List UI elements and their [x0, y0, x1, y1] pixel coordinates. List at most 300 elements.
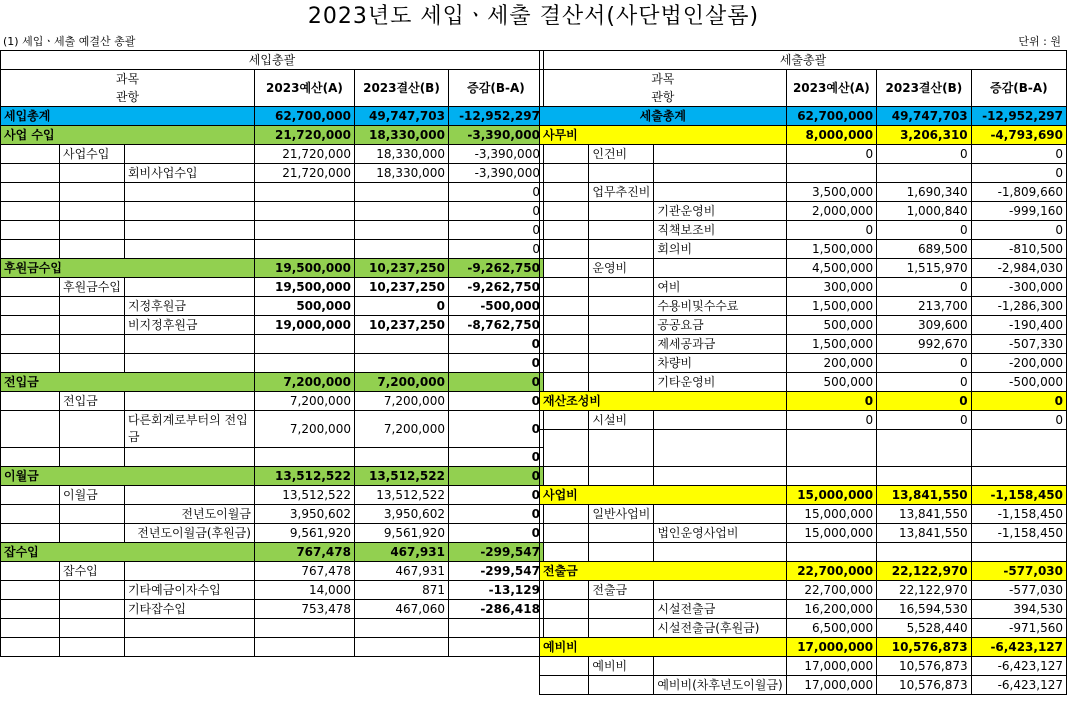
expense-level2-cell	[589, 221, 654, 240]
expense-budget-cell: 6,500,000	[786, 619, 876, 638]
income-diff-cell: -12,952,297	[448, 107, 543, 126]
expense-actual-cell: 309,600	[877, 316, 972, 335]
income-level2-cell	[60, 221, 125, 240]
expense-actual-cell: 1,515,970	[877, 259, 972, 278]
expense-row	[540, 543, 1067, 562]
expense-budget-cell: 1,500,000	[786, 240, 876, 259]
expense-row	[540, 657, 1067, 676]
expense-level3-cell: 수용비및수수료	[654, 297, 786, 316]
expense-budget-cell: 17,000,000	[786, 638, 876, 657]
income-diff-cell: -3,390,000	[448, 145, 543, 164]
income-level1-cell	[1, 335, 60, 354]
expense-diff-cell	[971, 543, 1066, 562]
income-diff-cell: -3,390,000	[448, 126, 543, 145]
expense-budget-cell	[786, 467, 876, 486]
income-budget-cell: 19,500,000	[254, 278, 354, 297]
expense-level3-cell: 차량비	[654, 354, 786, 373]
income-level2-cell	[60, 619, 125, 638]
income-diff-cell: 0	[448, 202, 543, 221]
expense-level1-cell	[540, 411, 589, 430]
expense-budget-cell: 2,000,000	[786, 202, 876, 221]
income-diff-cell: 0	[448, 448, 543, 467]
income-row	[1, 524, 544, 543]
expense-actual-cell	[877, 164, 972, 183]
expense-actual-cell: 10,576,873	[877, 638, 972, 657]
expense-level2-cell	[589, 373, 654, 392]
income-level2-cell	[60, 354, 125, 373]
income-row	[1, 619, 544, 638]
expense-actual-cell: 213,700	[877, 297, 972, 316]
income-level1-cell	[1, 354, 60, 373]
income-level2-cell	[60, 202, 125, 221]
expense-row	[540, 126, 1067, 145]
expense-diff-cell: 0	[971, 145, 1066, 164]
expense-level2-cell: 업무추진비	[589, 183, 654, 202]
income-level1-cell	[1, 202, 60, 221]
income-header-budget: 2023예산(A)	[254, 70, 354, 107]
income-row	[1, 183, 544, 202]
income-level2-cell	[60, 600, 125, 619]
income-level1-cell	[1, 448, 60, 467]
income-budget-cell: 753,478	[254, 600, 354, 619]
income-level3-cell	[124, 183, 254, 202]
expense-budget-cell: 17,000,000	[786, 657, 876, 676]
income-actual-cell: 7,200,000	[354, 392, 448, 411]
income-budget-cell: 767,478	[254, 562, 354, 581]
expense-level1-cell	[540, 676, 589, 695]
expense-level1-cell	[540, 335, 589, 354]
income-actual-cell	[354, 619, 448, 638]
expense-row	[540, 392, 1067, 411]
expense-budget-cell: 16,200,000	[786, 600, 876, 619]
income-account-label: 후원금수입	[1, 259, 255, 278]
expense-diff-cell: 394,530	[971, 600, 1066, 619]
income-level1-cell	[1, 524, 60, 543]
income-budget-cell	[254, 335, 354, 354]
income-level1-cell	[1, 638, 60, 657]
income-actual-cell: 10,237,250	[354, 278, 448, 297]
expense-level2-cell	[589, 676, 654, 695]
expense-actual-cell	[877, 467, 972, 486]
expense-level1-cell	[540, 164, 589, 183]
income-row	[1, 221, 544, 240]
expense-header-actual: 2023결산(B)	[877, 70, 972, 107]
expense-diff-cell: -577,030	[971, 562, 1066, 581]
income-actual-cell: 18,330,000	[354, 145, 448, 164]
expense-row	[540, 524, 1067, 543]
expense-level2-cell: 전출금	[589, 581, 654, 600]
expense-level3-cell	[654, 581, 786, 600]
expense-account-label: 사업비	[540, 486, 787, 505]
expense-level2-cell	[589, 316, 654, 335]
expense-diff-cell: -6,423,127	[971, 657, 1066, 676]
expense-row	[540, 373, 1067, 392]
income-diff-cell: -9,262,750	[448, 278, 543, 297]
income-budget-cell	[254, 240, 354, 259]
expense-level3-cell	[654, 145, 786, 164]
expense-budget-cell: 22,700,000	[786, 562, 876, 581]
expense-budget-cell: 62,700,000	[786, 107, 876, 126]
expense-level2-cell: 시설비	[589, 411, 654, 430]
expense-level2-cell	[589, 297, 654, 316]
income-table	[0, 50, 544, 657]
income-level2-cell: 이월금	[60, 486, 125, 505]
expense-budget-cell: 0	[786, 392, 876, 411]
income-level1-cell	[1, 505, 60, 524]
income-diff-cell	[448, 638, 543, 657]
expense-level3-cell: 기관운영비	[654, 202, 786, 221]
expense-actual-cell: 0	[877, 278, 972, 297]
expense-diff-cell: -500,000	[971, 373, 1066, 392]
expense-level3-cell: 여비	[654, 278, 786, 297]
expense-budget-cell: 15,000,000	[786, 524, 876, 543]
expense-account-label: 예비비	[540, 638, 787, 657]
income-level1-cell	[1, 221, 60, 240]
expense-account-label: 사무비	[540, 126, 787, 145]
income-row	[1, 392, 544, 411]
income-header-diff: 증감(B-A)	[448, 70, 543, 107]
income-diff-cell: 0	[448, 240, 543, 259]
expense-level3-cell: 예비비(차후년도이월금)	[654, 676, 786, 695]
income-level3-cell: 기타잡수입	[124, 600, 254, 619]
income-diff-cell: -500,000	[448, 297, 543, 316]
income-row	[1, 145, 544, 164]
expense-level3-cell: 시설전출금	[654, 600, 786, 619]
income-budget-cell: 19,000,000	[254, 316, 354, 335]
expense-row	[540, 581, 1067, 600]
expense-actual-cell: 22,122,970	[877, 581, 972, 600]
income-level3-cell: 지정후원금	[124, 297, 254, 316]
expense-header-subject: 과목	[540, 70, 787, 89]
income-section-title: 세입총괄	[1, 51, 544, 70]
income-level3-cell	[124, 145, 254, 164]
expense-budget-cell: 500,000	[786, 316, 876, 335]
income-level3-cell	[124, 202, 254, 221]
expense-diff-cell: -2,984,030	[971, 259, 1066, 278]
expense-diff-cell: -971,560	[971, 619, 1066, 638]
income-budget-cell	[254, 619, 354, 638]
expense-level1-cell	[540, 202, 589, 221]
expense-level3-cell: 직책보조비	[654, 221, 786, 240]
expense-actual-cell: 13,841,550	[877, 505, 972, 524]
expense-diff-cell: -1,158,450	[971, 524, 1066, 543]
expense-level1-cell	[540, 524, 589, 543]
income-level2-cell: 사업수입	[60, 145, 125, 164]
expense-diff-cell: 0	[971, 164, 1066, 183]
income-level2-cell	[60, 164, 125, 183]
expense-actual-cell: 13,841,550	[877, 524, 972, 543]
income-diff-cell: -3,390,000	[448, 164, 543, 183]
income-actual-cell: 467,931	[354, 562, 448, 581]
expense-budget-cell: 200,000	[786, 354, 876, 373]
expense-budget-cell: 0	[786, 411, 876, 430]
income-actual-cell: 7,200,000	[354, 411, 448, 448]
income-actual-cell	[354, 183, 448, 202]
income-actual-cell	[354, 448, 448, 467]
income-level3-cell	[124, 354, 254, 373]
income-level3-cell: 기타예금이자수입	[124, 581, 254, 600]
expense-level1-cell	[540, 297, 589, 316]
income-actual-cell: 13,512,522	[354, 467, 448, 486]
expense-diff-cell: -200,000	[971, 354, 1066, 373]
expense-budget-cell: 4,500,000	[786, 259, 876, 278]
income-budget-cell	[254, 183, 354, 202]
expense-level1-cell	[540, 505, 589, 524]
income-level2-cell	[60, 448, 125, 467]
income-diff-cell: 0	[448, 373, 543, 392]
expense-level3-cell	[654, 543, 786, 562]
income-row	[1, 335, 544, 354]
expense-level2-cell: 예비비	[589, 657, 654, 676]
income-diff-cell: 0	[448, 411, 543, 448]
income-actual-cell	[354, 202, 448, 221]
expense-level1-cell	[540, 259, 589, 278]
expense-level3-cell	[654, 505, 786, 524]
expense-header-budget: 2023예산(A)	[786, 70, 876, 107]
income-row	[1, 164, 544, 183]
expense-budget-cell: 500,000	[786, 373, 876, 392]
expense-diff-cell: -1,158,450	[971, 486, 1066, 505]
income-diff-cell: 0	[448, 354, 543, 373]
expense-budget-cell: 1,500,000	[786, 335, 876, 354]
income-level3-cell	[124, 392, 254, 411]
income-diff-cell: -299,547	[448, 562, 543, 581]
income-level1-cell	[1, 278, 60, 297]
expense-actual-cell	[877, 543, 972, 562]
income-level4-cell: 전년도이월금(후원금)	[124, 524, 254, 543]
income-level2-cell: 전입금	[60, 392, 125, 411]
income-account-label: 잡수입	[1, 543, 255, 562]
expense-level2-cell	[589, 619, 654, 638]
income-level3-cell	[124, 638, 254, 657]
income-header-actual: 2023결산(B)	[354, 70, 448, 107]
unit-label: 단위 : 원	[1018, 35, 1061, 48]
income-actual-cell: 7,200,000	[354, 373, 448, 392]
expense-table	[539, 50, 1067, 695]
expense-account-label: 전출금	[540, 562, 787, 581]
expense-diff-cell: -1,286,300	[971, 297, 1066, 316]
expense-level1-cell	[540, 543, 589, 562]
income-budget-cell: 21,720,000	[254, 126, 354, 145]
income-level1-cell	[1, 183, 60, 202]
expense-row	[540, 183, 1067, 202]
expense-level2-cell	[589, 278, 654, 297]
income-diff-cell	[448, 619, 543, 638]
expense-budget-cell: 3,500,000	[786, 183, 876, 202]
income-row	[1, 107, 544, 126]
expense-actual-cell: 0	[877, 145, 972, 164]
expense-budget-cell	[786, 164, 876, 183]
income-row	[1, 202, 544, 221]
income-diff-cell: -286,418	[448, 600, 543, 619]
expense-row	[540, 676, 1067, 695]
income-level2-cell	[60, 505, 125, 524]
income-level1-cell	[1, 619, 60, 638]
income-level3-cell	[124, 221, 254, 240]
income-level2-cell	[60, 581, 125, 600]
income-actual-cell: 18,330,000	[354, 126, 448, 145]
expense-row	[540, 638, 1067, 657]
expense-header-diff: 증감(B-A)	[971, 70, 1066, 107]
income-row	[1, 486, 544, 505]
expense-level1-cell	[540, 657, 589, 676]
income-diff-cell: 0	[448, 524, 543, 543]
income-level1-cell	[1, 145, 60, 164]
income-row	[1, 562, 544, 581]
expense-diff-cell	[971, 430, 1066, 467]
expense-diff-cell: -507,330	[971, 335, 1066, 354]
income-row	[1, 467, 544, 486]
expense-diff-cell: -1,809,660	[971, 183, 1066, 202]
expense-row	[540, 354, 1067, 373]
income-level3-cell	[124, 448, 254, 467]
expense-row	[540, 467, 1067, 486]
expense-budget-cell: 8,000,000	[786, 126, 876, 145]
expense-budget-cell: 0	[786, 221, 876, 240]
expense-level2-cell	[589, 354, 654, 373]
income-budget-cell: 13,512,522	[254, 467, 354, 486]
income-level1-cell	[1, 316, 60, 335]
income-level1-cell	[1, 562, 60, 581]
expense-row	[540, 297, 1067, 316]
expense-diff-cell	[971, 467, 1066, 486]
income-actual-cell: 9,561,920	[354, 524, 448, 543]
income-diff-cell: 0	[448, 335, 543, 354]
expense-level2-cell: 운영비	[589, 259, 654, 278]
income-level1-cell	[1, 297, 60, 316]
income-budget-cell	[254, 202, 354, 221]
page-title: 2023년도 세입ㆍ세출 결산서(사단법인살롬)	[307, 4, 760, 29]
expense-actual-cell: 16,594,530	[877, 600, 972, 619]
expense-row	[540, 600, 1067, 619]
expense-row	[540, 145, 1067, 164]
expense-actual-cell: 10,576,873	[877, 676, 972, 695]
income-level1-cell	[1, 392, 60, 411]
expense-diff-cell: 0	[971, 392, 1066, 411]
income-level3-cell	[124, 562, 254, 581]
expense-row	[540, 486, 1067, 505]
income-level1-cell	[1, 240, 60, 259]
expense-account-label: 세출총계	[540, 107, 787, 126]
income-account-label: 사업 수입	[1, 126, 255, 145]
income-level3-cell	[124, 486, 254, 505]
expense-actual-cell: 3,206,310	[877, 126, 972, 145]
expense-level2-cell	[589, 335, 654, 354]
expense-level3-cell	[654, 183, 786, 202]
income-level3-cell	[124, 240, 254, 259]
income-diff-cell: 0	[448, 467, 543, 486]
expense-row	[540, 259, 1067, 278]
income-budget-cell: 13,512,522	[254, 486, 354, 505]
expense-level1-cell	[540, 240, 589, 259]
income-row	[1, 411, 544, 448]
income-level2-cell	[60, 638, 125, 657]
expense-actual-cell: 0	[877, 354, 972, 373]
expense-level2-cell	[589, 600, 654, 619]
income-row	[1, 297, 544, 316]
expense-diff-cell: -190,400	[971, 316, 1066, 335]
income-actual-cell: 0	[354, 297, 448, 316]
income-budget-cell	[254, 638, 354, 657]
expense-level1-cell	[540, 183, 589, 202]
expense-actual-cell: 992,670	[877, 335, 972, 354]
income-row	[1, 638, 544, 657]
expense-level2-cell	[589, 164, 654, 183]
income-level1-cell	[1, 486, 60, 505]
expense-level1-cell	[540, 430, 589, 467]
expense-level1-cell	[540, 467, 589, 486]
income-actual-cell: 3,950,602	[354, 505, 448, 524]
income-budget-cell: 21,720,000	[254, 164, 354, 183]
expense-row	[540, 335, 1067, 354]
income-diff-cell: -13,129	[448, 581, 543, 600]
expense-level3-cell: 법인운영사업비	[654, 524, 786, 543]
expense-level3-cell: 기타운영비	[654, 373, 786, 392]
income-budget-cell: 62,700,000	[254, 107, 354, 126]
expense-budget-cell: 15,000,000	[786, 505, 876, 524]
expense-actual-cell: 0	[877, 411, 972, 430]
expense-diff-cell: -12,952,297	[971, 107, 1066, 126]
expense-section-title: 세출총괄	[540, 51, 1067, 70]
income-budget-cell	[254, 354, 354, 373]
expense-level1-cell	[540, 145, 589, 164]
expense-level2-cell	[589, 543, 654, 562]
expense-level1-cell	[540, 373, 589, 392]
expense-level3-cell: 제세공과금	[654, 335, 786, 354]
income-budget-cell: 19,500,000	[254, 259, 354, 278]
income-row	[1, 600, 544, 619]
income-budget-cell: 500,000	[254, 297, 354, 316]
income-level1-cell	[1, 411, 60, 448]
expense-level3-cell	[654, 430, 786, 467]
income-actual-cell: 18,330,000	[354, 164, 448, 183]
income-row	[1, 505, 544, 524]
income-account-label: 전입금	[1, 373, 255, 392]
expense-level2-cell	[589, 430, 654, 467]
income-budget-cell: 21,720,000	[254, 145, 354, 164]
income-diff-cell: 0	[448, 392, 543, 411]
income-actual-cell: 10,237,250	[354, 259, 448, 278]
income-actual-cell	[354, 354, 448, 373]
expense-row	[540, 505, 1067, 524]
income-account-label: 세입총계	[1, 107, 255, 126]
income-level2-cell	[60, 297, 125, 316]
expense-actual-cell: 5,528,440	[877, 619, 972, 638]
income-budget-cell: 7,200,000	[254, 373, 354, 392]
expense-actual-cell: 22,122,970	[877, 562, 972, 581]
income-actual-cell: 467,060	[354, 600, 448, 619]
expense-actual-cell: 10,576,873	[877, 657, 972, 676]
expense-actual-cell: 49,747,703	[877, 107, 972, 126]
expense-actual-cell	[877, 430, 972, 467]
income-diff-cell: 0	[448, 221, 543, 240]
expense-row	[540, 221, 1067, 240]
expense-header-group: 관항	[540, 88, 787, 107]
income-diff-cell: -299,547	[448, 543, 543, 562]
income-level3-cell: 비지정후원금	[124, 316, 254, 335]
income-level3-cell: 다른회계로부터의 전입금	[124, 411, 254, 448]
expense-level2-cell	[589, 467, 654, 486]
income-actual-cell: 467,931	[354, 543, 448, 562]
income-row	[1, 278, 544, 297]
expense-level3-cell: 시설전출금(후원금)	[654, 619, 786, 638]
expense-level2-cell	[589, 240, 654, 259]
expense-diff-cell: -1,158,450	[971, 505, 1066, 524]
income-budget-cell: 14,000	[254, 581, 354, 600]
expense-budget-cell: 0	[786, 145, 876, 164]
income-row	[1, 259, 544, 278]
income-budget-cell: 7,200,000	[254, 392, 354, 411]
